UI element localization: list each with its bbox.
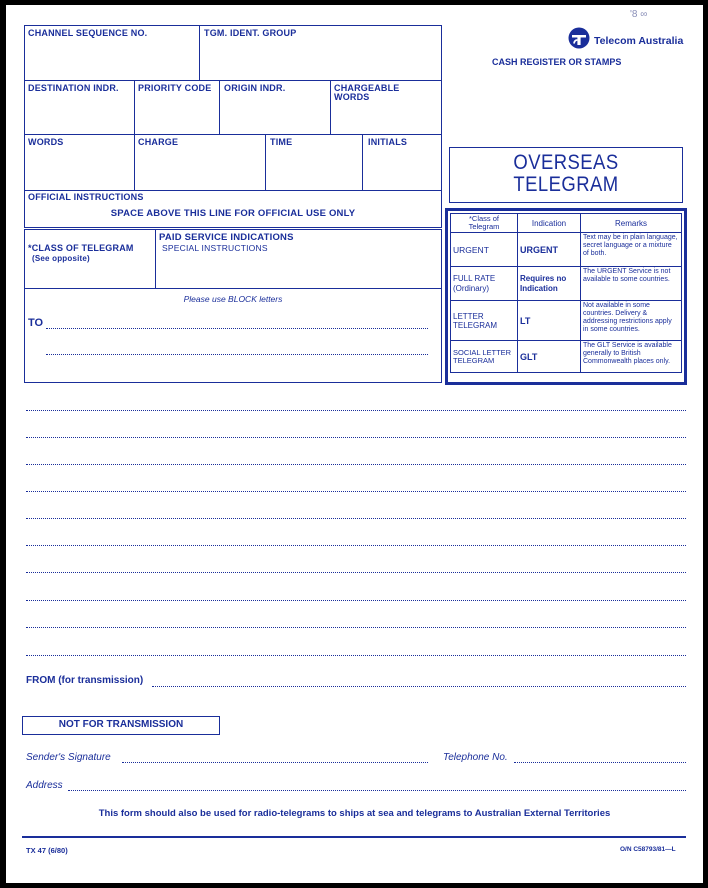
to-line-1[interactable] bbox=[46, 328, 428, 329]
class-row-full-rate bbox=[451, 267, 682, 301]
message-line[interactable] bbox=[26, 518, 686, 519]
message-line[interactable] bbox=[26, 627, 686, 628]
destination-field[interactable] bbox=[26, 97, 131, 132]
words-label: WORDS bbox=[28, 137, 64, 147]
address-label: Address bbox=[26, 780, 63, 791]
class-table-header-remarks: Remarks bbox=[581, 214, 682, 233]
class-remarks: Text may be in plain language, secret language or a mixture of both. bbox=[581, 233, 682, 267]
address-line[interactable] bbox=[68, 790, 686, 791]
telegram-form bbox=[6, 5, 703, 883]
paid-service-label: PAID SERVICE INDICATIONS bbox=[159, 232, 294, 243]
message-line[interactable] bbox=[26, 572, 686, 573]
class-table-header-class: *Class of Telegram bbox=[451, 214, 518, 233]
class-table-header-indication: Indication bbox=[518, 214, 581, 233]
official-instructions-label: OFFICIAL INSTRUCTIONS bbox=[28, 192, 144, 202]
origin-field[interactable] bbox=[222, 97, 328, 132]
class-indication: Requires no Indication bbox=[518, 267, 581, 301]
from-label: FROM (for transmission) bbox=[26, 675, 144, 686]
from-line[interactable] bbox=[152, 686, 686, 687]
time-label: TIME bbox=[270, 137, 293, 147]
form-code: TX 47 (6/80) bbox=[26, 846, 68, 855]
bottom-rule bbox=[22, 836, 686, 838]
signature-line[interactable] bbox=[122, 762, 428, 763]
tgm-ident-label: TGM. IDENT. GROUP bbox=[204, 28, 297, 38]
see-opposite-label: (See opposite) bbox=[32, 254, 90, 263]
class-name: URGENT bbox=[451, 233, 518, 267]
title-box bbox=[449, 147, 683, 203]
class-remarks: The GLT Service is available generally to British Commonwealth places only. bbox=[581, 341, 682, 373]
origin-label: ORIGIN INDR. bbox=[224, 83, 286, 93]
priority-code-field[interactable] bbox=[136, 97, 216, 132]
chargeable-words-field[interactable] bbox=[332, 105, 438, 132]
cash-register-label: CASH REGISTER OR STAMPS bbox=[492, 57, 622, 67]
class-name: LETTER TELEGRAM bbox=[451, 301, 518, 341]
telephone-line[interactable] bbox=[514, 762, 686, 763]
block-letters-note: Please use BLOCK letters bbox=[183, 294, 283, 304]
chargeable-label-1: CHARGEABLE bbox=[334, 83, 400, 93]
initials-field[interactable] bbox=[364, 150, 438, 188]
special-instructions-label: SPECIAL INSTRUCTIONS bbox=[162, 243, 268, 253]
class-remarks: Not available in some countries. Delivery & addressing restrictions apply in some countries. bbox=[581, 301, 682, 341]
class-table bbox=[450, 213, 682, 373]
senders-signature-label: Sender's Signature bbox=[26, 752, 111, 763]
to-label: TO bbox=[28, 317, 44, 329]
class-of-telegram-field[interactable] bbox=[26, 265, 152, 287]
time-field[interactable] bbox=[268, 150, 360, 188]
destination-label: DESTINATION INDR. bbox=[28, 83, 119, 93]
class-indication: LT bbox=[518, 301, 581, 341]
to-line-2[interactable] bbox=[46, 354, 428, 355]
not-for-transmission-label: NOT FOR TRANSMISSION bbox=[58, 719, 184, 730]
not-for-transmission-box bbox=[22, 716, 220, 735]
title-line-2: TELEGRAM bbox=[513, 173, 619, 196]
class-indication: URGENT bbox=[518, 233, 581, 267]
brand-name: Telecom Australia bbox=[594, 35, 684, 47]
message-line[interactable] bbox=[26, 464, 686, 465]
class-indication: GLT bbox=[518, 341, 581, 373]
class-row-urgent bbox=[451, 233, 682, 267]
class-name: SOCIAL LETTER TELEGRAM bbox=[451, 341, 518, 373]
initials-label: INITIALS bbox=[368, 137, 408, 147]
official-use-notice: SPACE ABOVE THIS LINE FOR OFFICIAL USE ONLY bbox=[110, 208, 356, 219]
words-field[interactable] bbox=[26, 150, 131, 188]
telephone-label: Telephone No. bbox=[443, 752, 508, 763]
class-name: FULL RATE (Ordinary) bbox=[451, 267, 518, 301]
message-line[interactable] bbox=[26, 410, 686, 411]
footnote: This form should also be used for radio-telegrams to ships at sea and telegrams to Australian External Territories bbox=[98, 808, 611, 819]
message-line[interactable] bbox=[26, 655, 686, 656]
print-code: O/N C58793/81—L bbox=[620, 846, 676, 853]
class-row-letter bbox=[451, 301, 682, 341]
class-remarks: The URGENT Service is not available to some countries. bbox=[581, 267, 682, 301]
telecom-logo-icon bbox=[568, 27, 590, 49]
charge-label: CHARGE bbox=[138, 137, 179, 147]
message-line[interactable] bbox=[26, 437, 686, 438]
class-of-telegram-label: *CLASS OF TELEGRAM bbox=[28, 243, 134, 253]
tgm-ident-field[interactable] bbox=[202, 40, 438, 78]
channel-sequence-label: CHANNEL SEQUENCE NO. bbox=[28, 28, 148, 38]
charge-field[interactable] bbox=[136, 150, 262, 188]
channel-sequence-field[interactable] bbox=[26, 40, 196, 78]
message-line[interactable] bbox=[26, 600, 686, 601]
priority-code-label: PRIORITY CODE bbox=[138, 83, 212, 93]
class-row-social bbox=[451, 341, 682, 373]
message-line[interactable] bbox=[26, 491, 686, 492]
message-line[interactable] bbox=[26, 545, 686, 546]
title-line-1: OVERSEAS bbox=[513, 151, 619, 174]
chargeable-label-2: WORDS bbox=[334, 92, 370, 102]
corner-scribble: '8 ∞ bbox=[630, 9, 648, 20]
